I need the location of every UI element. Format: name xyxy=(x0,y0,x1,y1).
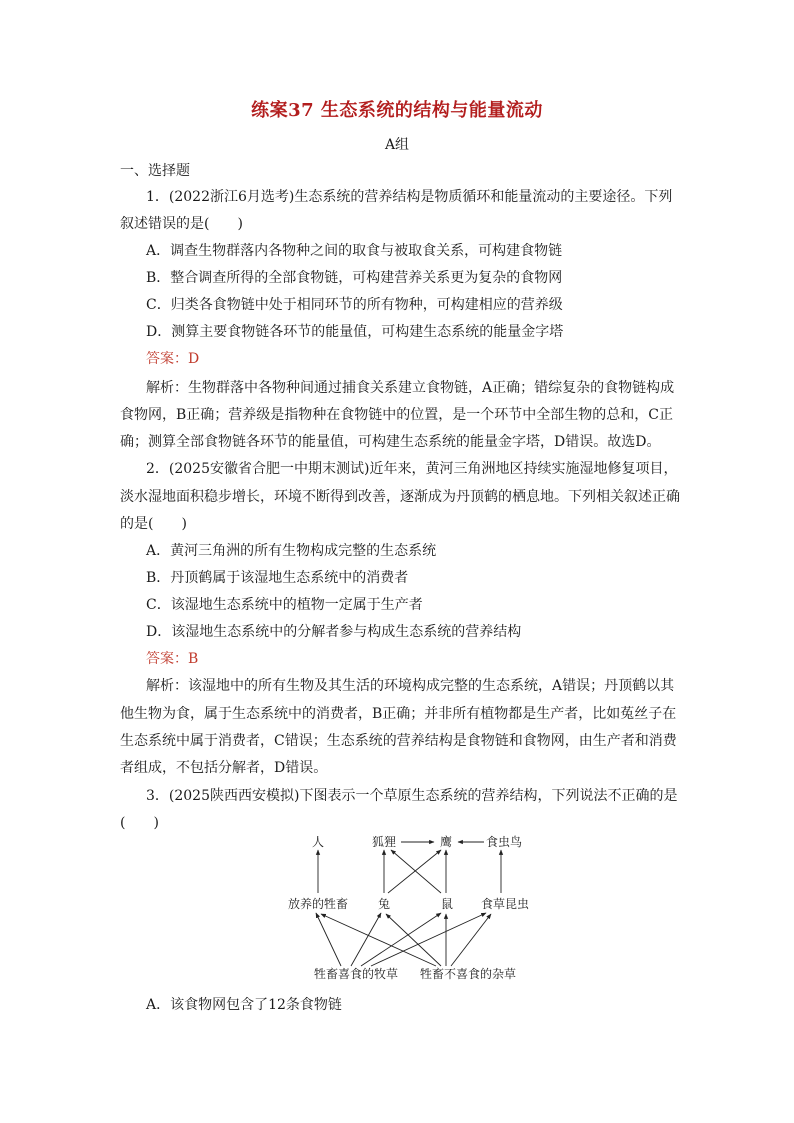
q1-option-d: D．测算主要食物链各环节的能量值，可构建生态系统的能量金字塔 xyxy=(146,324,564,340)
q2-answer: 答案：B xyxy=(146,651,199,667)
node-good-grass: 牲畜喜食的牧草 xyxy=(314,967,399,981)
q3-stem-line-1: 3．(2025陕西西安模拟)下图表示一个草原生态系统的营养结构，下列说法不正确的是 xyxy=(146,788,678,804)
q2-analysis-line-1: 解析：该湿地中的所有生物及其生活的环境构成完整的生态系统，A错误；丹顶鹤以其 xyxy=(146,678,675,694)
q1-option-b: B．整合调查所得的全部食物链，可构建营养关系更为复杂的食物网 xyxy=(146,270,563,286)
q3-option-a: A．该食物网包含了12条食物链 xyxy=(146,997,342,1013)
q2-option-c: C．该湿地生态系统中的植物一定属于生产者 xyxy=(146,597,423,613)
page-title: 练案37 生态系统的结构与能量流动 xyxy=(251,100,543,121)
q1-analysis-line-3: 确；测算全部食物链各环节的能量值，可构建生态系统的能量金字塔，D错误。故选D。 xyxy=(120,434,661,450)
q1-answer: 答案：D xyxy=(146,351,200,367)
q2-option-a: A．黄河三角洲的所有生物构成完整的生态系统 xyxy=(146,543,437,559)
node-hawk: 鹰 xyxy=(440,835,453,849)
q1-stem-line-1: 1．(2022浙江6月选考)生态系统的营养结构是物质循环和能量流动的主要途径。下列 xyxy=(146,189,673,205)
group-label: A组 xyxy=(384,137,410,153)
node-rabbit: 兔 xyxy=(378,897,391,911)
section-heading: 一、选择题 xyxy=(120,163,190,179)
edge-weeds-insect xyxy=(451,914,491,966)
q1-option-a: A．调查生物群落内各物种之间的取食与被取食关系，可构建食物链 xyxy=(146,243,563,259)
node-fox: 狐狸 xyxy=(372,835,397,849)
node-herb-insect: 食草昆虫 xyxy=(481,897,530,911)
node-livestock: 放养的牲畜 xyxy=(288,897,349,911)
node-insect-bird: 食虫鸟 xyxy=(486,835,523,849)
edge-weeds-livestock xyxy=(321,914,436,966)
node-mouse: 鼠 xyxy=(441,897,454,911)
q2-analysis-line-4: 者组成，不包括分解者，D错误。 xyxy=(120,760,328,776)
q1-stem-line-2: 叙述错误的是( ) xyxy=(120,216,243,232)
food-web-diagram xyxy=(286,828,546,988)
q2-analysis-line-2: 他生物为食，属于生态系统中的消费者，B正确；并非所有植物都是生产者，比如菟丝子在 xyxy=(120,706,677,722)
q2-stem-line-1: 2．(2025安徽省合肥一中期末测试)近年来，黄河三角洲地区持续实施湿地修复项目， xyxy=(146,461,678,477)
edge-weeds-rabbit xyxy=(386,914,441,966)
q1-analysis-line-1: 解析：生物群落中各物种间通过捕食关系建立食物链，A正确；错综复杂的食物链构成 xyxy=(146,380,675,396)
q1-analysis-line-2: 食物网，B正确；营养级是指物种在食物链中的位置，是一个环节中全部生物的总和，C正 xyxy=(120,407,673,423)
q3-stem-line-2: ( ) xyxy=(120,815,159,831)
q2-stem-line-2: 淡水湿地面积稳步增长，环境不断得到改善，逐渐成为丹顶鹤的栖息地。下列相关叙述正确 xyxy=(120,489,680,505)
node-human: 人 xyxy=(312,835,325,849)
q1-option-c: C．归类各食物链中处于相同环节的所有物种，可构建相应的营养级 xyxy=(146,297,563,313)
node-weeds: 牲畜不喜食的杂草 xyxy=(420,967,517,981)
q2-analysis-line-3: 生态系统中属于消费者，C错误；生态系统的营养结构是食物链和食物网，由生产者和消费 xyxy=(120,733,677,749)
q2-option-d: D．该湿地生态系统中的分解者参与构成生态系统的营养结构 xyxy=(146,624,522,640)
q2-stem-line-3: 的是( ) xyxy=(120,516,187,532)
q2-option-b: B．丹顶鹤属于该湿地生态系统中的消费者 xyxy=(146,570,409,586)
